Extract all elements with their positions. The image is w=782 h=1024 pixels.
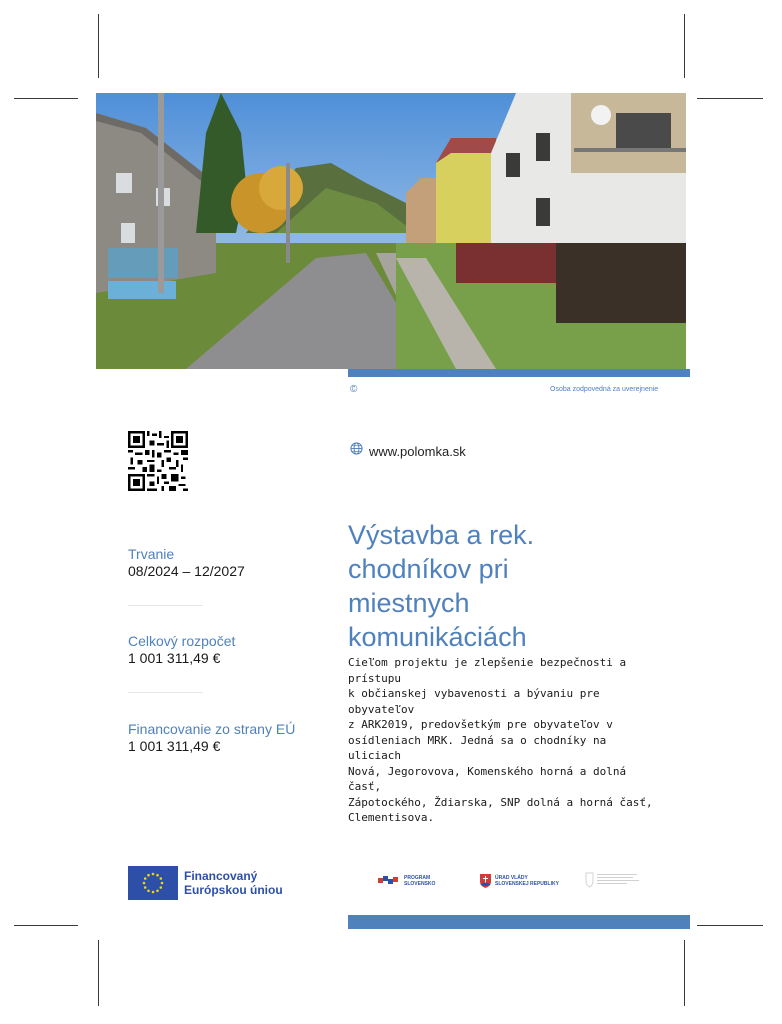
divider — [128, 692, 203, 693]
description-line: Nová, Jegorovova, Komenského horná a dolná časť, — [348, 764, 627, 793]
qr-code-icon — [128, 431, 188, 491]
eu-logo-line: Európskou úniou — [184, 883, 283, 897]
title-line: komunikáciách — [348, 622, 527, 652]
budget-label: Celkový rozpočet — [128, 633, 236, 649]
eu-funding-label: Financovanie zo strany EÚ — [128, 721, 296, 737]
government-logo-line: SLOVENSKEJ REPUBLIKY — [495, 881, 559, 887]
website-link[interactable]: www.polomka.sk — [369, 443, 466, 459]
eu-flag-icon — [128, 866, 178, 900]
budget-block — [128, 633, 235, 666]
description-line: Zápotockého, Ždiarska, SNP dolná a horná časť, — [348, 795, 653, 809]
program-slovensko-logo — [378, 875, 435, 887]
project-description — [348, 655, 658, 826]
street-photo — [96, 93, 686, 369]
government-office-logo — [480, 874, 559, 888]
website-row[interactable] — [350, 442, 466, 460]
ministry-emblem-icon — [585, 872, 641, 888]
crop-mark-bottom-right-h — [697, 925, 763, 926]
project-title — [348, 518, 668, 654]
eu-funding-logo — [128, 866, 283, 900]
duration-label: Trvanie — [128, 546, 175, 562]
eu-funding-block — [128, 721, 295, 754]
government-logo-line: ÚRAD VLÁDY — [495, 875, 528, 881]
program-slovensko-mark-icon — [378, 875, 400, 887]
title-line: Výstavba a rek. — [348, 520, 535, 550]
duration-value: 08/2024 – 12/2027 — [128, 563, 245, 579]
eu-funding-value: 1 001 311,49 € — [128, 738, 221, 754]
budget-value: 1 001 311,49 € — [128, 650, 221, 666]
description-line: k občianskej vybavenosti a bývaniu pre obyvateľov — [348, 687, 600, 716]
globe-icon — [350, 442, 363, 460]
description-line: Cieľom projektu je zlepšenie bezpečnosti a prístupu — [348, 656, 627, 685]
duration-block — [128, 546, 245, 579]
slovak-coat-of-arms-icon — [480, 874, 491, 888]
bottom-accent-bar — [348, 915, 690, 929]
crop-mark-bottom-left-h — [14, 925, 78, 926]
description-line: Clementisova. — [348, 811, 435, 824]
crop-mark-bottom-right-v — [684, 940, 685, 1006]
ministry-logo — [585, 872, 641, 888]
title-line: chodníkov pri — [348, 554, 509, 584]
eu-logo-line: Financovaný — [184, 869, 258, 883]
crop-mark-bottom-left-v — [98, 940, 99, 1006]
description-line: osídleniach MRK. Jedná sa o chodníky na uliciach — [348, 733, 607, 762]
responsible-person-label: Osoba zodpovedná za uverejnenie — [550, 386, 659, 393]
crop-mark-top-right-v — [684, 14, 685, 78]
description-line: z ARK2019, predovšetkým pre obyvateľov v — [348, 718, 613, 731]
top-accent-bar — [348, 369, 690, 377]
photo-copyright: © — [350, 384, 358, 395]
program-logo-line: PROGRAM — [404, 875, 431, 881]
crop-mark-top-left-h — [14, 98, 78, 99]
divider — [128, 605, 203, 606]
title-line: miestnych — [348, 588, 470, 618]
program-logo-line: SLOVENSKO — [404, 881, 436, 887]
crop-mark-top-left-v — [98, 14, 99, 78]
crop-mark-top-right-h — [697, 98, 763, 99]
